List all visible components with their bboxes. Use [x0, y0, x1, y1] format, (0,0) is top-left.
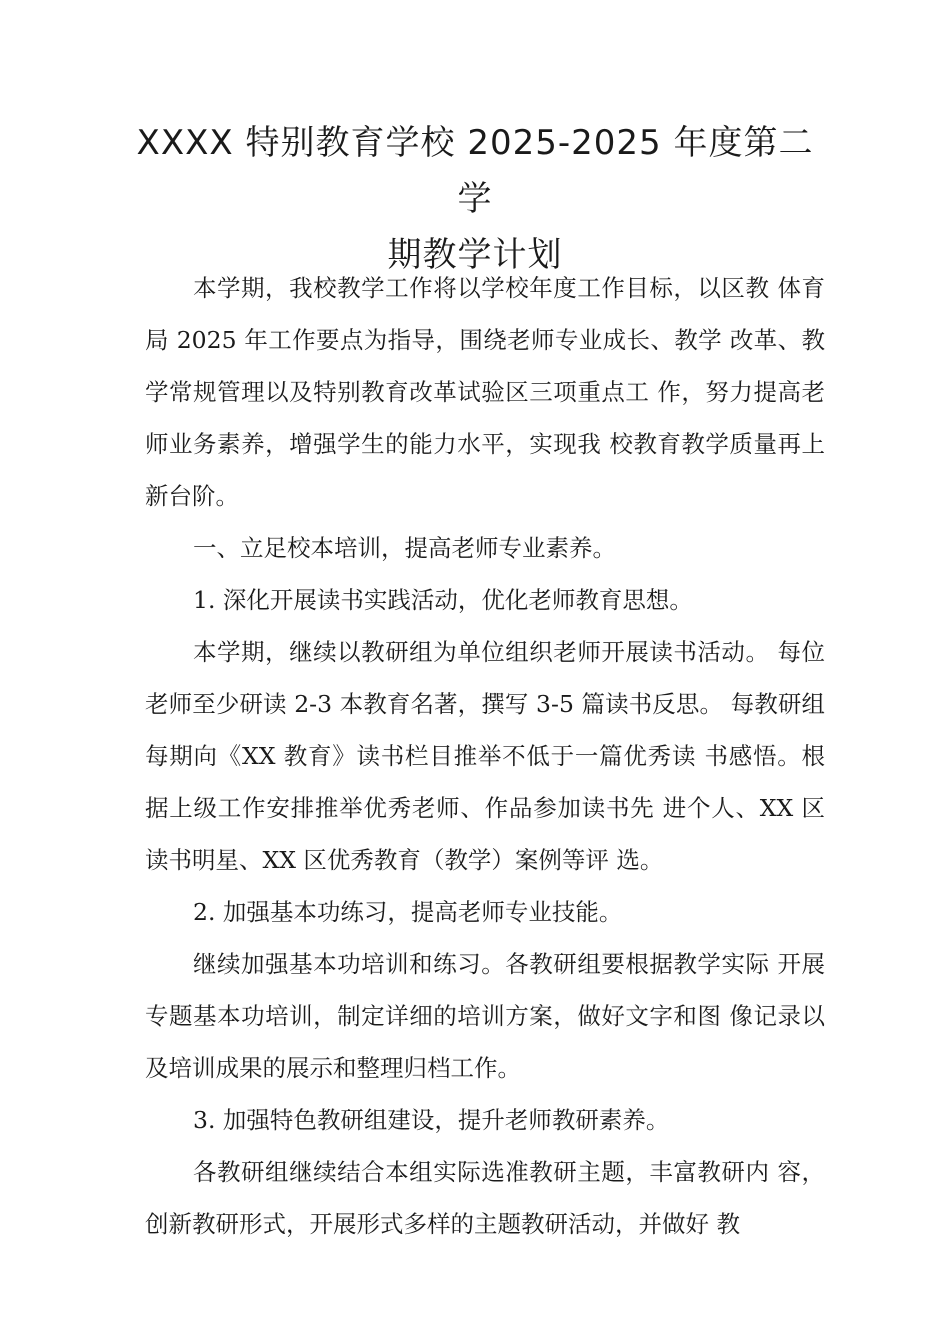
subheading-3: 3. 加强特色教研组建设，提升老师教研素养。: [193, 1106, 670, 1134]
subheading-2: 2. 加强基本功练习，提高老师专业技能。: [193, 898, 623, 926]
document-body: [145, 262, 825, 1250]
title-line-1: XXXX 特别教育学校 2025-2025 年度第二学: [136, 123, 814, 219]
body-paragraph-skills: 继续加强基本功培训和练习。各教研组要根据教学实际 开展专题基本功培训，制定详细的培训方案，做好文字和图 像记录以及培训成果的展示和整理归档工作。: [145, 950, 825, 1082]
subheading-1: 1. 深化开展读书实践活动，优化老师教育思想。: [193, 586, 693, 614]
body-paragraph-reading: 本学期，继续以教研组为单位组织老师开展读书活动。 每位老师至少研读 2-3 本教育名著，撰写 3-5 篇读书反思。 每教研组每期向《XX 教育》读书栏目推举不低于一篇优秀读 书感悟。根据上级工作安排推举优秀老师、作品参加读书先 进个人、XX 区读书明星、XX 区优秀教育（教学）案例等评 选。: [145, 638, 825, 874]
title-line-2: 期教学计划: [387, 235, 563, 275]
intro-paragraph: 本学期，我校教学工作将以学校年度工作目标，以区教 体育局 2025 年工作要点为指导，围绕老师专业成长、教学 改革、教学常规管理以及特别教育改革试验区三项重点工 作，努力提高老师业务素养，增强学生的能力水平，实现我 校教育教学质量再上新台阶。: [145, 274, 825, 510]
body-paragraph-research: 各教研组继续结合本组实际选准教研主题，丰富教研内 容，创新教研形式，开展形式多样的主题教研活动，并做好 教: [145, 1158, 825, 1238]
section-heading-1: 一、立足校本培训，提高老师专业素养。: [193, 534, 616, 562]
document-title: [120, 115, 830, 283]
